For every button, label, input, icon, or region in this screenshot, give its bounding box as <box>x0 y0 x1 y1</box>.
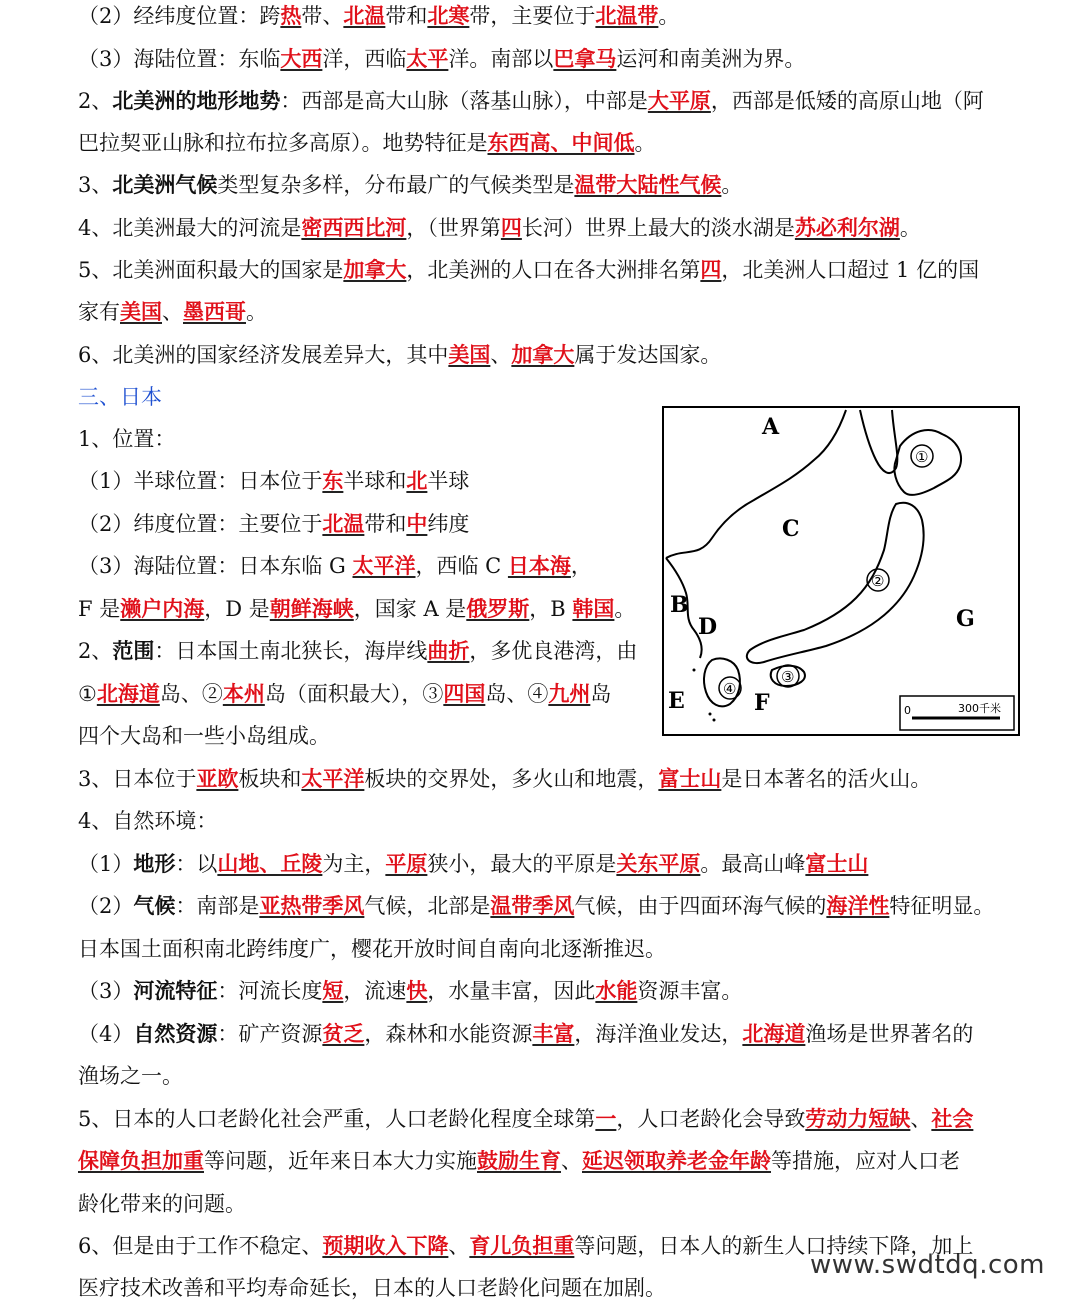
japan-map-drawing <box>664 408 1018 734</box>
text-segment: 长河）世界上最大的淡水湖是 <box>521 216 795 240</box>
text-segment: 1、位置： <box>78 427 176 451</box>
text-segment: 特征明显。 <box>889 894 995 918</box>
text-segment: 纬度 <box>427 512 470 536</box>
text-segment: 、 <box>561 1149 582 1173</box>
map-label-e: E <box>668 688 685 714</box>
answer-text: 关东平原 <box>616 851 701 876</box>
text-line <box>78 1019 973 1049</box>
text-line <box>78 255 979 285</box>
text-segment: ，（世界第 <box>406 216 501 240</box>
answer-text: 美国 <box>448 342 491 367</box>
answer-text: 朝鲜海峡 <box>269 596 354 621</box>
text-line <box>78 679 648 709</box>
answer-text: 海洋性 <box>826 893 890 918</box>
text-segment: ，水量丰富，因此 <box>427 979 596 1003</box>
map-label-d: D <box>698 614 718 640</box>
text-segment: 、 <box>490 343 512 367</box>
text-line <box>78 976 742 1006</box>
text-segment: 是日本著名的活火山。 <box>721 767 932 791</box>
section-heading: 三、日本 <box>78 385 162 409</box>
text-segment: ：日本国土南北狭长，海岸线 <box>154 639 428 663</box>
text-line <box>78 1273 666 1303</box>
text-segment: 2、 <box>78 639 113 663</box>
text-segment: 。 <box>614 597 636 621</box>
island-marker-1: ① <box>915 448 929 466</box>
text-segment: 资源丰富。 <box>637 979 743 1003</box>
text-segment: 气候，由于四面环海气候的 <box>574 894 827 918</box>
answer-text: 平原 <box>385 851 428 876</box>
text-segment: 4、北美洲最大的河流是 <box>78 216 302 240</box>
answer-text: 濑户内海 <box>120 596 205 621</box>
text-segment: （2）纬度位置：主要位于 <box>78 512 323 536</box>
answer-text: 社会 <box>931 1106 974 1131</box>
text-segment: 4、自然环境： <box>78 809 218 833</box>
text-segment: 5、日本的人口老龄化社会严重，人口老龄化程度全球第 <box>78 1107 596 1131</box>
text-segment: ，B <box>529 597 573 621</box>
text-segment: ，西部是低矮的高原山地（阿 <box>710 89 984 113</box>
text-segment: 范围 <box>112 638 155 663</box>
answer-text: 东 <box>322 468 344 493</box>
text-line <box>78 1 679 31</box>
text-line <box>78 44 805 74</box>
text-segment: 。 <box>246 300 267 324</box>
answer-text: 太平洋 <box>352 553 416 578</box>
answer-text: 温带季风 <box>490 893 575 918</box>
answer-text: 四 <box>700 257 722 282</box>
text-segment: ，海洋渔业发达， <box>574 1022 743 1046</box>
text-line <box>78 1104 973 1134</box>
map-label-f: F <box>754 690 770 716</box>
text-segment: 岛、② <box>159 682 223 706</box>
answer-text: 延迟领取养老金年龄 <box>582 1148 771 1173</box>
answer-text: 北温 <box>343 3 386 28</box>
text-segment: 6、北美洲的国家经济发展差异大，其中 <box>78 343 449 367</box>
answer-text: 墨西哥 <box>183 299 246 324</box>
text-segment: 渔场之一。 <box>78 1064 183 1088</box>
text-segment: ，D 是 <box>204 597 270 621</box>
answer-text: 温带大陆性气候 <box>574 172 722 197</box>
text-segment: 北美洲的地形地势 <box>112 88 281 113</box>
text-segment: 。 <box>721 173 743 197</box>
text-segment: 类型复杂多样，分布最广的气候类型是 <box>217 173 575 197</box>
island-marker-4: ④ <box>723 680 737 698</box>
answer-text: 密西西比河 <box>301 215 407 240</box>
text-segment: 。 <box>658 4 680 28</box>
answer-text: 韩国 <box>572 596 615 621</box>
text-segment: 龄化带来的问题。 <box>78 1192 246 1216</box>
answer-text: 俄罗斯 <box>466 596 530 621</box>
text-segment: 属于发达国家。 <box>574 343 722 367</box>
text-segment: ：南部是 <box>175 894 260 918</box>
text-segment: ，北美洲的人口在各大洲排名第 <box>406 258 701 282</box>
text-segment: 自然资源 <box>133 1021 218 1046</box>
text-segment: ，北美洲人口超过 1 亿的国 <box>721 258 980 282</box>
text-line <box>78 934 666 964</box>
text-segment: 3、 <box>78 173 113 197</box>
text-segment: 。 <box>634 131 656 155</box>
text-line <box>78 721 330 751</box>
text-segment: （3） <box>78 979 134 1003</box>
text-segment: （2）经纬度位置：跨 <box>78 4 281 28</box>
text-segment: ① <box>78 682 97 706</box>
answer-text: 鼓励生育 <box>477 1148 561 1173</box>
answer-text: 大平原 <box>647 88 711 113</box>
text-segment: 3、日本位于 <box>78 767 197 791</box>
answer-text: 水能 <box>595 978 638 1003</box>
text-segment: 带和 <box>364 512 407 536</box>
text-line <box>78 213 921 243</box>
answer-text: 北寒 <box>427 3 470 28</box>
text-segment: 气候，北部是 <box>364 894 491 918</box>
answer-text: 短 <box>322 978 344 1003</box>
text-segment: 板块和 <box>238 767 302 791</box>
text-segment: 岛、④ <box>485 682 549 706</box>
answer-text: 太平 <box>406 46 449 71</box>
island-marker-2: ② <box>871 572 885 590</box>
text-line <box>78 764 931 794</box>
answer-text: 大西 <box>280 46 323 71</box>
text-segment: 半球 <box>427 469 470 493</box>
text-segment: 四个大岛和一些小岛组成。 <box>78 724 330 748</box>
text-line <box>78 297 267 327</box>
text-segment: ，人口老龄化会导致 <box>616 1107 806 1131</box>
text-segment: ，西临 C <box>415 554 508 578</box>
text-segment: ，多优良港湾，由 <box>469 639 638 663</box>
text-segment: ：西部是高大山脉（落基山脉），中部是 <box>280 89 648 113</box>
answer-text: 北海道 <box>96 681 160 706</box>
answer-text: 富士山 <box>658 766 722 791</box>
text-segment: F 是 <box>78 597 121 621</box>
answer-text: 苏必利尔湖 <box>794 215 900 240</box>
text-segment: 、 <box>162 300 183 324</box>
text-segment: 板块的交界处，多火山和地震， <box>364 767 659 791</box>
text-segment: ：矿产资源 <box>217 1022 323 1046</box>
text-line <box>78 86 984 116</box>
answer-text: 丰富 <box>532 1021 575 1046</box>
text-segment: 6、但是由于工作不稳定、 <box>78 1234 323 1258</box>
answer-text: 日本海 <box>507 553 571 578</box>
text-line <box>78 382 162 412</box>
island-marker-3: ③ <box>781 668 795 686</box>
answer-text: 北海道 <box>742 1021 806 1046</box>
text-segment: 等措施，应对人口老 <box>771 1149 960 1173</box>
answer-text: 北温 <box>322 511 365 536</box>
text-line <box>78 1189 246 1219</box>
text-segment: 岛 <box>590 682 612 706</box>
text-segment: 带、 <box>301 4 344 28</box>
text-line <box>78 170 742 200</box>
text-segment: 日本国土面积南北跨纬度广，樱花开放时间自南向北逐渐推迟。 <box>78 937 666 961</box>
text-segment: 、 <box>448 1234 470 1258</box>
map-label-a: A <box>762 414 780 440</box>
text-segment: 洋。南部以 <box>448 47 554 71</box>
text-segment: 。最高山峰 <box>700 852 806 876</box>
text-segment: 5、北美洲面积最大的国家是 <box>78 258 344 282</box>
text-line <box>78 128 656 158</box>
text-segment: 为主， <box>322 852 386 876</box>
text-line <box>78 551 648 581</box>
answer-text: 太平洋 <box>301 766 365 791</box>
text-segment: 河流特征 <box>133 978 218 1003</box>
text-segment: ，流速 <box>343 979 407 1003</box>
text-segment: 半球和 <box>343 469 407 493</box>
text-segment: 运河和南美洲为界。 <box>616 47 806 71</box>
answer-text: 北 <box>406 468 428 493</box>
scale-label: 300千米 <box>958 702 1001 715</box>
answer-text: 加拿大 <box>343 257 407 282</box>
text-segment: （1） <box>78 852 134 876</box>
answer-text: 四国 <box>443 681 486 706</box>
text-segment: 。 <box>899 216 921 240</box>
answer-text: 一 <box>595 1106 617 1131</box>
answer-text: 保障负担加重 <box>78 1148 204 1173</box>
answer-text: 预期收入下降 <box>322 1233 449 1258</box>
answer-text: 亚欧 <box>196 766 239 791</box>
text-segment: 巴拉契亚山脉和拉布拉多高原）。地势特征是 <box>78 131 488 155</box>
text-line <box>78 466 469 496</box>
text-segment: （2） <box>78 894 134 918</box>
answer-text: 东西高、中间低 <box>487 130 635 155</box>
text-segment: （4） <box>78 1022 134 1046</box>
text-line <box>78 594 648 624</box>
text-segment: ：以 <box>175 852 218 876</box>
text-segment: 带和 <box>385 4 428 28</box>
text-line <box>78 636 648 666</box>
text-segment: ，国家 A 是 <box>353 597 467 621</box>
text-line <box>78 509 469 539</box>
text-segment: （1）半球位置：日本位于 <box>78 469 323 493</box>
text-segment: 北美洲气候 <box>112 172 218 197</box>
answer-text: 富士山 <box>805 851 869 876</box>
text-segment: ：河流长度 <box>217 979 323 1003</box>
watermark: www.swdtdq.com <box>810 1250 1045 1280</box>
text-line <box>78 1061 183 1091</box>
answer-text: 九州 <box>548 681 591 706</box>
map-label-c: C <box>782 516 800 542</box>
text-segment: 气候 <box>133 893 176 918</box>
answer-text: 快 <box>406 978 428 1003</box>
text-line <box>78 891 994 921</box>
text-segment: 狭小，最大的平原是 <box>427 852 617 876</box>
japan-map <box>662 406 1020 736</box>
text-segment: 岛（面积最大），③ <box>264 682 444 706</box>
answer-text: 美国 <box>120 299 162 324</box>
answer-text: 四 <box>500 215 522 240</box>
answer-text: 曲折 <box>427 638 470 663</box>
text-line <box>78 424 175 454</box>
scale-zero: 0 <box>904 704 911 717</box>
text-segment: 医疗技术改善和平均寿命延长，日本的人口老龄化问题在加剧。 <box>78 1276 666 1300</box>
answer-text: 劳动力短缺 <box>805 1106 911 1131</box>
text-segment: 带，主要位于 <box>469 4 596 28</box>
answer-text: 山地、丘陵 <box>217 851 323 876</box>
answer-text: 北温带 <box>595 3 659 28</box>
text-line <box>78 1146 960 1176</box>
text-segment: 家有 <box>78 300 120 324</box>
text-line <box>78 340 721 370</box>
text-segment: （3）海陆位置：东临 <box>78 47 281 71</box>
map-label-g: G <box>956 606 975 632</box>
text-line <box>78 806 217 836</box>
answer-text: 贫乏 <box>322 1021 365 1046</box>
text-segment: 等问题，近年来日本大力实施 <box>204 1149 477 1173</box>
text-segment: （3）海陆位置：日本东临 G <box>78 554 353 578</box>
text-segment: 等问题，日本人的新生人口持续下降，加上 <box>574 1234 974 1258</box>
map-label-b: B <box>670 592 689 618</box>
answer-text: 巴拿马 <box>553 46 617 71</box>
answer-text: 中 <box>406 511 428 536</box>
text-segment: ，森林和水能资源 <box>364 1022 533 1046</box>
text-segment: 2、 <box>78 89 113 113</box>
text-segment: 、 <box>910 1107 932 1131</box>
text-line <box>78 849 868 879</box>
text-segment: 地形 <box>133 851 176 876</box>
answer-text: 育儿负担重 <box>469 1233 575 1258</box>
text-segment: 渔场是世界著名的 <box>805 1022 974 1046</box>
answer-text: 本州 <box>222 681 265 706</box>
text-segment: ， <box>570 554 592 578</box>
answer-text: 亚热带季风 <box>259 893 365 918</box>
answer-text: 加拿大 <box>511 342 575 367</box>
answer-text: 热 <box>280 3 302 28</box>
text-segment: 洋，西临 <box>322 47 407 71</box>
